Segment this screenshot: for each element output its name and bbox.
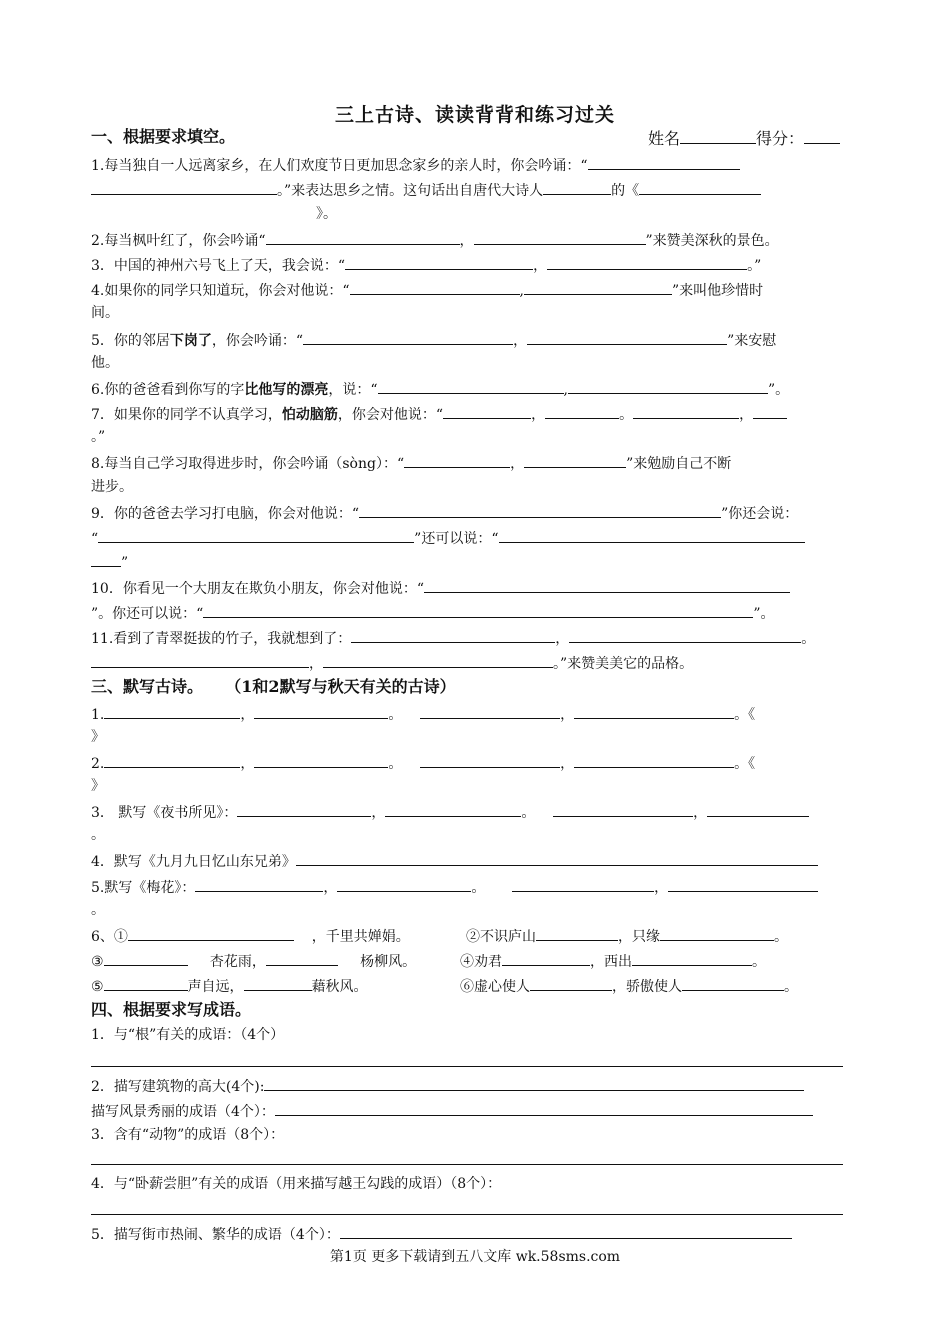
answer-blank[interactable] bbox=[266, 951, 338, 966]
answer-blank[interactable] bbox=[474, 230, 646, 245]
idiom-question-2b: 描写风景秀丽的成语（4个）： bbox=[91, 1101, 813, 1121]
answer-blank[interactable] bbox=[569, 628, 801, 643]
idiom-question-5: 5．描写街市热闹、繁华的成语（4个）： bbox=[91, 1224, 792, 1244]
section-3-note: （1和2默写与秋天有关的古诗） bbox=[225, 677, 456, 696]
answer-blank[interactable] bbox=[254, 753, 388, 768]
answer-blank[interactable] bbox=[254, 704, 388, 719]
answer-blank[interactable] bbox=[91, 552, 121, 567]
poem-4-line: 4．默写《九月九日忆山东兄弟》 bbox=[91, 851, 818, 871]
fill-row-3-right: ⑥虚心使人 ，骄傲使人 。 bbox=[460, 976, 798, 996]
answer-blank[interactable] bbox=[545, 404, 619, 419]
poem-title-blank[interactable] bbox=[639, 180, 761, 195]
answer-blank[interactable] bbox=[668, 877, 818, 892]
question-7-line-1: 7．如果你的同学不认真学习，怕动脑筋，你会对他说：“ ， 。 ， bbox=[91, 404, 787, 424]
answer-blank[interactable] bbox=[633, 404, 739, 419]
poem-1-line-1: 1. ， 。 ， 。《 bbox=[91, 704, 755, 724]
answer-blank[interactable] bbox=[499, 528, 805, 543]
question-9-line-3: ” bbox=[91, 552, 128, 572]
fill-row-3: ⑤ 声自远， 藉秋风。 bbox=[91, 976, 368, 996]
fill-row-1: 6、① ，千里共婵娟。 bbox=[91, 926, 410, 946]
answer-blank[interactable] bbox=[91, 180, 277, 195]
question-9-line-2: “ ”还可以说：“ bbox=[91, 528, 805, 548]
answer-line[interactable] bbox=[91, 1164, 843, 1165]
poem-5-line-1: 5.默写《梅花》： ， 。 ， bbox=[91, 877, 818, 897]
idiom-question-4: 4．与“卧薪尝胆”有关的成语（用来描写越王勾践的成语）（8个）： bbox=[91, 1176, 502, 1192]
answer-blank[interactable] bbox=[104, 951, 188, 966]
answer-blank[interactable] bbox=[323, 653, 553, 668]
answer-blank[interactable] bbox=[682, 976, 784, 991]
answer-blank[interactable] bbox=[547, 255, 747, 270]
fill-row-2: ③ 杏花雨， 杨柳风。 bbox=[91, 951, 416, 971]
answer-blank[interactable] bbox=[104, 704, 240, 719]
question-8-line-2: 进步。 bbox=[91, 479, 133, 495]
answer-blank[interactable] bbox=[707, 802, 809, 817]
section-4-heading: 四、根据要求写成语。 bbox=[91, 1000, 252, 1019]
question-4-line-1: 4.如果你的同学只知道玩，你会对他说：“ , ”来叫他珍惜时 bbox=[91, 280, 763, 300]
idiom-question-2: 2．描写建筑物的高大(4个): bbox=[91, 1076, 804, 1096]
answer-blank[interactable] bbox=[345, 255, 533, 270]
question-1-line-1: 1.每当独自一人远离家乡，在人们欢度节日更加思念家乡的亲人时，你会吟诵：“ bbox=[91, 155, 740, 175]
idiom-question-1: 1．与“根”有关的成语：（4个） bbox=[91, 1027, 285, 1043]
answer-blank[interactable] bbox=[264, 1076, 804, 1091]
answer-blank[interactable] bbox=[502, 951, 590, 966]
answer-blank[interactable] bbox=[104, 753, 240, 768]
poet-blank[interactable] bbox=[543, 180, 611, 195]
section-1-heading: 一、根据要求填空。 bbox=[91, 127, 236, 146]
question-10-line-2: ”。你还可以说：“ ”。 bbox=[91, 603, 775, 623]
fill-row-1-right: ②不识庐山 ，只缘 。 bbox=[466, 926, 788, 946]
question-2: 2.每当枫叶红了，你会吟诵“ ， ”来赞美深秋的景色。 bbox=[91, 230, 779, 250]
answer-blank[interactable] bbox=[553, 802, 693, 817]
answer-blank[interactable] bbox=[98, 528, 414, 543]
question-8-line-1: 8.每当自己学习取得进步时，你会吟诵（sòng）：“ ， ”来勉励自己不断 bbox=[91, 453, 731, 473]
question-5-line-1: 5．你的邻居下岗了，你会吟诵：“ ， ”来安慰 bbox=[91, 330, 776, 350]
answer-line[interactable] bbox=[91, 1066, 843, 1067]
answer-blank[interactable] bbox=[128, 926, 294, 941]
question-1-line-3: 》。 bbox=[316, 206, 337, 222]
poem-5-line-2: 。 bbox=[91, 902, 105, 918]
question-10-line-1: 10．你看见一个大朋友在欺负小朋友，你会对他说：“ bbox=[91, 578, 790, 598]
question-9-line-1: 9．你的爸爸去学习打电脑，你会对他说：“ ”你还会说： bbox=[91, 503, 798, 523]
question-11-line-2: ， 。”来赞美美它的品格。 bbox=[91, 653, 693, 673]
poem-3-line-1: 3． 默写《夜书所见》： ， 。 ， bbox=[91, 802, 809, 822]
answer-blank[interactable] bbox=[195, 877, 323, 892]
poem-2-line-2: 》 bbox=[91, 778, 105, 794]
page-title: 三上古诗、读读背背和练习过关 bbox=[334, 104, 615, 126]
question-3: 3．中国的神州六号飞上了天，我会说：“ ， 。” bbox=[91, 255, 761, 275]
answer-blank[interactable] bbox=[530, 976, 612, 991]
answer-blank[interactable] bbox=[296, 851, 818, 866]
score-blank[interactable] bbox=[804, 129, 840, 144]
answer-blank[interactable] bbox=[203, 603, 753, 618]
idiom-question-3: 3．含有“动物”的成语（8个）： bbox=[91, 1127, 285, 1143]
answer-blank[interactable] bbox=[275, 1101, 813, 1116]
answer-blank[interactable] bbox=[351, 628, 555, 643]
fill-row-2-right: ④劝君 ，西出 。 bbox=[460, 951, 766, 971]
section-3-heading: 三、默写古诗。 （1和2默写与秋天有关的古诗） bbox=[91, 677, 456, 696]
answer-blank[interactable] bbox=[588, 155, 740, 170]
answer-blank[interactable] bbox=[378, 379, 564, 394]
answer-blank[interactable] bbox=[568, 379, 768, 394]
poem-2-line-1: 2. ， 。 ， 。《 bbox=[91, 753, 755, 773]
answer-blank[interactable] bbox=[536, 926, 618, 941]
answer-blank[interactable] bbox=[237, 802, 371, 817]
poem-3-line-2: 。 bbox=[91, 827, 105, 843]
question-4-line-2: 间。 bbox=[91, 305, 119, 321]
answer-blank[interactable] bbox=[244, 976, 312, 991]
answer-blank[interactable] bbox=[443, 404, 531, 419]
answer-blank[interactable] bbox=[524, 453, 626, 468]
answer-blank[interactable] bbox=[91, 653, 309, 668]
name-score-line bbox=[648, 129, 840, 148]
question-1-line-2: 。”来表达思乡之情。这句话出自唐代大诗人 的《 bbox=[91, 180, 761, 200]
answer-line[interactable] bbox=[91, 1214, 843, 1215]
score-label: 得分： bbox=[756, 129, 805, 148]
answer-blank[interactable] bbox=[424, 578, 790, 593]
answer-blank[interactable] bbox=[359, 503, 721, 518]
answer-blank[interactable] bbox=[527, 330, 727, 345]
answer-blank[interactable] bbox=[574, 704, 734, 719]
answer-blank[interactable] bbox=[512, 877, 654, 892]
answer-blank[interactable] bbox=[385, 802, 521, 817]
name-blank[interactable] bbox=[680, 129, 756, 144]
answer-blank[interactable] bbox=[266, 230, 460, 245]
answer-blank[interactable] bbox=[404, 453, 510, 468]
answer-blank[interactable] bbox=[753, 404, 787, 419]
answer-blank[interactable] bbox=[303, 330, 513, 345]
answer-blank[interactable] bbox=[574, 753, 734, 768]
answer-blank[interactable] bbox=[632, 951, 752, 966]
question-7-line-2: 。” bbox=[91, 429, 106, 445]
answer-blank[interactable] bbox=[337, 877, 471, 892]
answer-blank[interactable] bbox=[104, 976, 188, 991]
name-label: 姓名 bbox=[648, 129, 681, 148]
answer-blank[interactable] bbox=[420, 753, 560, 768]
question-6: 6.你的爸爸看到你写的字比他写的漂亮，说：“ , ”。 bbox=[91, 379, 789, 399]
page-footer: 第1页 更多下载请到五八文库 wk.58sms.com bbox=[329, 1249, 621, 1265]
answer-blank[interactable] bbox=[420, 704, 560, 719]
question-11-line-1: 11.看到了青翠挺拔的竹子，我就想到了： ， 。 bbox=[91, 628, 815, 648]
question-5-line-2: 他。 bbox=[91, 355, 119, 371]
answer-blank[interactable] bbox=[524, 280, 672, 295]
poem-1-line-2: 》 bbox=[91, 729, 105, 745]
answer-blank[interactable] bbox=[340, 1224, 792, 1239]
answer-blank[interactable] bbox=[350, 280, 520, 295]
answer-blank[interactable] bbox=[660, 926, 774, 941]
